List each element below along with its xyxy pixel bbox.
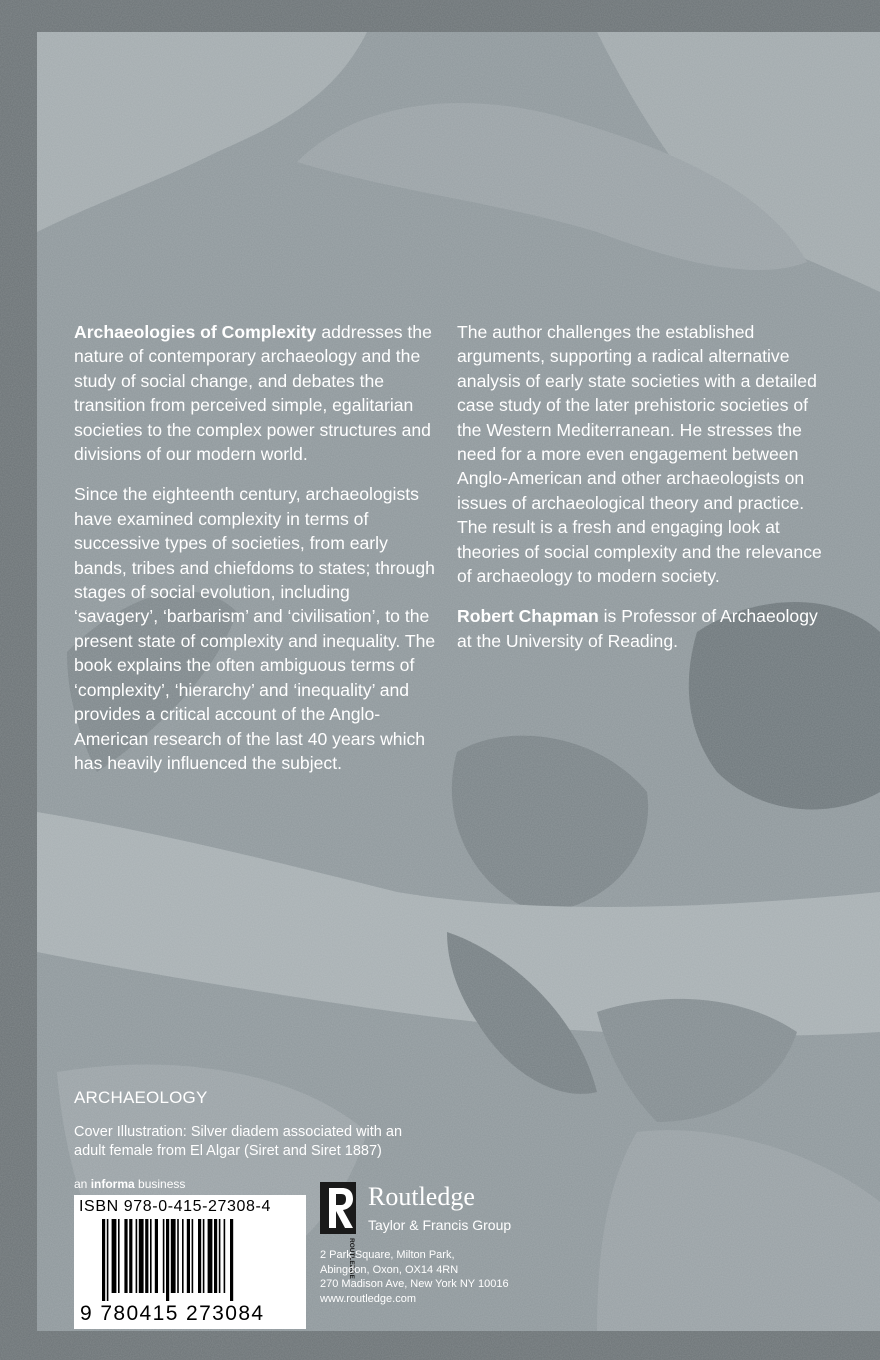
author-bio-paragraph	[457, 604, 827, 653]
publisher-website: www.routledge.com	[320, 1292, 416, 1305]
barcode-bar	[177, 1219, 179, 1293]
barcode-bar	[214, 1219, 217, 1293]
address-line: Abingdon, Oxon, OX14 4RN	[320, 1263, 459, 1276]
author-name: Robert Chapman	[457, 606, 599, 627]
barcode-bar	[112, 1219, 117, 1293]
publisher-group: Taylor & Francis Group	[368, 1217, 512, 1233]
history-paragraph: Since the eighteenth century, archaeologists have examined complexity in terms of successive types of societies, from early bands, tribes and chiefdoms to states; through stages of social evolution, including ‘savagery’, ‘barbarism’ and ‘civilisation’, to the present state of complexity and inequality. The book explains the often ambiguous terms of ‘complexity’, ‘hierarchy’ and ‘inequality’ and provides a critical account of the Anglo-American research of the last 40 years which has heavily influenced the subject.	[74, 484, 436, 773]
barcode-bar	[139, 1219, 144, 1293]
logo-vertical-text: ROUTLEDGE	[348, 1238, 355, 1279]
book-title: Archaeologies of Complexity	[74, 322, 317, 342]
description-left-column	[74, 320, 436, 791]
intro-paragraph	[74, 320, 436, 466]
barcode-bar	[163, 1219, 165, 1293]
barcode-bar	[203, 1219, 205, 1293]
address-line: 2 Park Square, Milton Park,	[320, 1249, 455, 1261]
barcode-bars	[102, 1219, 282, 1301]
routledge-logo-icon	[320, 1182, 360, 1279]
informa-brand: informa	[90, 1177, 135, 1191]
barcode-bar	[198, 1219, 201, 1293]
address-line: 270 Madison Ave, New York NY 10016	[320, 1278, 509, 1290]
back-cover	[37, 32, 880, 1331]
barcode-digits: 9 780415 273084	[80, 1302, 265, 1325]
author-argument-paragraph: The author challenges the established arguments, supporting a radical alternative analysis of early state societies with a detailed case study of the later prehistoric societies of the Western Mediterranean. He stresses the need for a more even engagement between Anglo-American and other archaeologists on issues of archaeological theory and practice. The result is a fresh and engaging look at theories of social complexity and the relevance of archaeology to modern society.	[457, 322, 822, 587]
author-bio-text: is Professor of Archaeology at the University of Reading.	[457, 606, 818, 651]
isbn-barcode	[74, 1195, 306, 1329]
barcode-bar	[118, 1219, 120, 1293]
barcode-bar	[219, 1219, 221, 1293]
cover-illustration-credit: Cover Illustration: Silver diadem associated with an adult female from El Algar (Siret and Siret 1887)	[74, 1124, 403, 1159]
barcode-bar	[150, 1219, 152, 1293]
subject-category: ARCHAEOLOGY	[74, 1088, 208, 1107]
description-right-column	[457, 320, 827, 669]
barcode-bar	[182, 1219, 184, 1293]
barcode-bar	[192, 1219, 194, 1293]
barcode-bar	[208, 1219, 213, 1293]
isbn-text: ISBN 978-0-415-27308-4	[79, 1198, 271, 1215]
barcode-bar	[230, 1219, 233, 1301]
barcode-bar	[129, 1219, 132, 1293]
publisher-address	[320, 1248, 509, 1306]
publisher-name: Routledge	[368, 1182, 475, 1211]
informa-prefix: an	[74, 1177, 91, 1191]
barcode-bar	[107, 1219, 109, 1301]
informa-suffix: business	[134, 1177, 186, 1191]
barcode-bar	[124, 1219, 127, 1293]
barcode-bar	[145, 1219, 148, 1293]
informa-business-line	[74, 1177, 185, 1191]
barcode-bar	[187, 1219, 190, 1293]
barcode-bar	[136, 1219, 138, 1293]
barcode-bar	[171, 1219, 176, 1293]
intro-text: addresses the nature of contemporary archaeology and the study of social change, and debates the transition from perceived simple, egalitarian societies to the complex power structures and divisions of our modern world.	[74, 322, 432, 465]
barcode-bar	[102, 1219, 105, 1301]
barcode-bar	[155, 1219, 158, 1293]
barcode-bar	[166, 1219, 169, 1301]
barcode-bar	[224, 1219, 226, 1293]
